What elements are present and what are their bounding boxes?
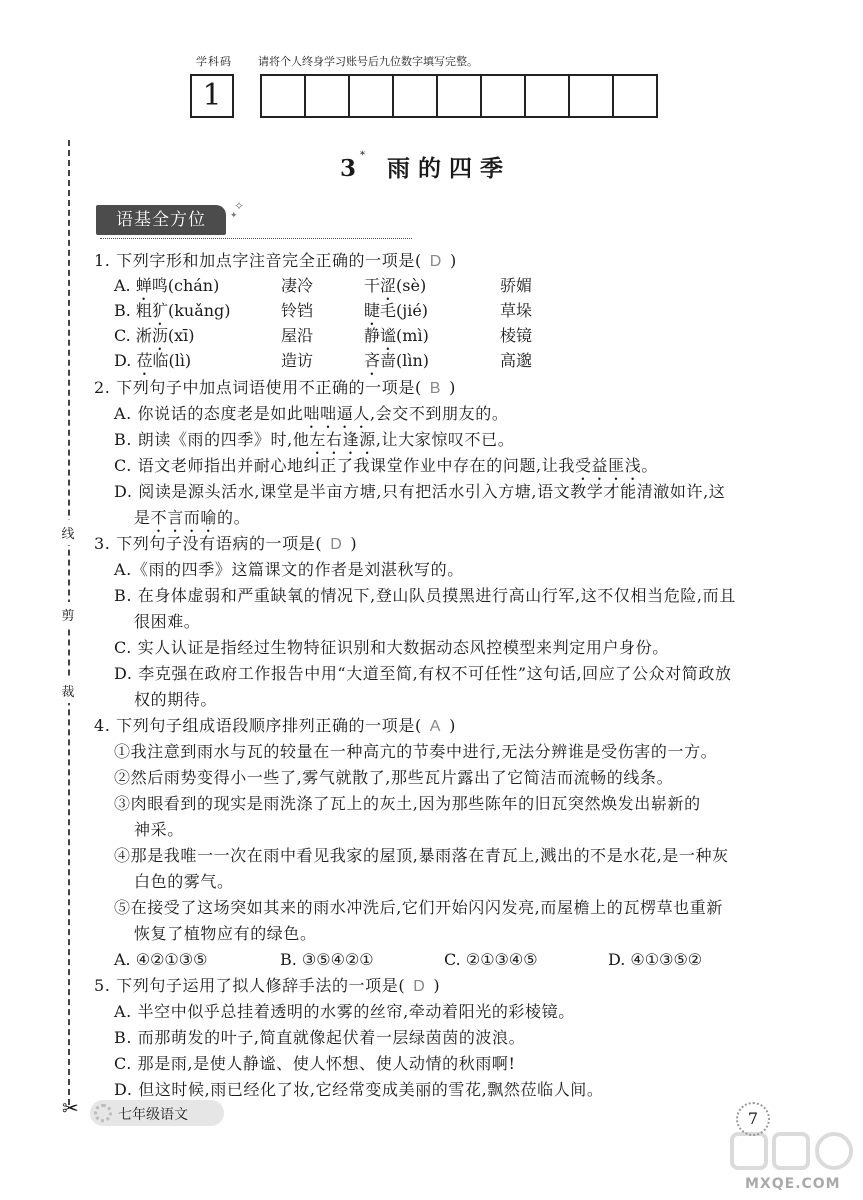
q3-option-a: A.《雨的四季》这篇课文的作者是刘湛秋写的。 <box>114 560 464 579</box>
q2-option-d-cont: 是不言而喻的。 <box>134 508 251 527</box>
q2-option-c: C. 语文老师指出并耐心地纠正了我课堂作业中存在的问题,让我受益匪浅。 <box>114 456 658 475</box>
section-label: 语基全方位 <box>96 205 226 235</box>
question-3-stem <box>94 533 357 556</box>
sparkle-icon: ✦ <box>230 211 238 221</box>
question-3-text: 3. 下列句子没有语病的一项是( <box>94 534 323 553</box>
digit-box[interactable] <box>436 74 482 118</box>
lesson-title <box>340 150 511 183</box>
digit-box[interactable] <box>392 74 438 118</box>
question-5-answer: D <box>413 978 426 995</box>
q4-option-a: A. ④②①③⑤ <box>114 950 208 969</box>
digit-box[interactable] <box>612 74 658 118</box>
q1-option-b-word3: 睫毛(jié) <box>364 301 429 320</box>
q3-option-b: B. 在身体虚弱和严重缺氧的情况下,登山队员摸黑进行高山行军,这不仅相当危险,而且 <box>114 586 736 605</box>
q4-sentence-1: ①我注意到雨水与瓦的较量在一种高亢的节奏中进行,无法分辨谁是受伤害的一方。 <box>114 742 718 761</box>
question-3-answer: D <box>330 536 343 553</box>
q2-option-d: D. 阅读是源头活水,课堂是半亩方塘,只有把活水引入方塘,语文教学才能清澈如许,这 <box>114 482 726 501</box>
question-1-text: 1. 下列字形和加点字注音完全正确的一项是( <box>94 251 422 270</box>
question-3-close: ) <box>350 534 358 553</box>
q1-option-d-word3: 吝啬(lìn) <box>364 351 430 370</box>
q1-option-a-word3: 干涩(sè) <box>364 276 427 295</box>
digit-box[interactable] <box>480 74 526 118</box>
q1-option-d: D. 莅临(lì) <box>114 351 192 370</box>
digit-box[interactable] <box>524 74 570 118</box>
lesson-title-text: 雨的四季 <box>387 155 512 182</box>
question-5-close: ) <box>433 976 441 995</box>
question-5-text: 5. 下列句子运用了拟人修辞手法的一项是( <box>94 976 406 995</box>
banner-divider <box>100 238 412 239</box>
q3-option-d: D. 李克强在政府工作报告中用“大道至简,有权不可任性”这句话,回应了公众对简政放 <box>114 664 732 683</box>
q1-option-b-word4: 草垛 <box>500 301 533 320</box>
account-digit-boxes <box>260 74 656 118</box>
cut-word-trim: 裁 <box>60 678 76 703</box>
q1-option-c-word2: 屋沿 <box>281 326 314 345</box>
q4-sentence-2: ②然后雨势变得小一些了,雾气就散了,那些瓦片露出了它简洁而流畅的线条。 <box>114 768 674 787</box>
q5-option-b: B. 而那萌发的叶子,简直就像起伏着一层绿茵茵的波浪。 <box>114 1028 526 1047</box>
q1-option-a-word4: 骄媚 <box>500 276 533 295</box>
q4-option-c: C. ②①③④⑤ <box>444 950 538 969</box>
q5-option-d: D. 但这时候,雨已经化了妆,它经常变成美丽的雪花,飘然莅临人间。 <box>114 1080 604 1099</box>
q4-option-b: B. ③⑤④②① <box>280 950 374 969</box>
question-1-close: ) <box>449 251 457 270</box>
digit-box[interactable] <box>304 74 350 118</box>
q4-sentence-3: ③肉眼看到的现实是雨洗涤了瓦上的灰土,因为那些陈年的旧瓦突然焕发出崭新的 <box>114 794 701 813</box>
book-name: 七年级语文 <box>118 1107 188 1123</box>
question-5-stem <box>94 975 440 998</box>
question-2-text: 2. 下列句子中加点词语使用不正确的一项是( <box>94 378 422 397</box>
cut-word-line: 线 <box>60 520 76 545</box>
q1-option-d-word4: 高邈 <box>500 351 533 370</box>
question-4-close: ) <box>449 716 456 735</box>
watermark-url: MXQE.COM <box>745 1176 841 1192</box>
q4-sentence-4: ④那是我唯一一次在雨中看见我家的屋顶,暴雨落在青瓦上,溅出的不是水花,是一种灰 <box>114 846 729 865</box>
q3-option-d-cont: 权的期待。 <box>134 690 218 709</box>
question-4-stem <box>94 715 456 738</box>
q1-option-b-word2: 铃铛 <box>281 301 314 320</box>
q1-option-d-word2: 造访 <box>281 351 314 370</box>
q3-option-b-cont: 很困难。 <box>134 612 201 631</box>
sparkle-icon: ✧ <box>234 199 245 213</box>
lesson-mark: * <box>360 150 374 161</box>
q1-option-c: C. 淅沥(xī) <box>114 326 195 345</box>
lesson-number: 3 <box>340 155 357 182</box>
q1-option-c-word4: 棱镜 <box>500 326 533 345</box>
account-instruction: 请将个人终身学习账号后九位数字填写完整。 <box>258 55 478 68</box>
q2-option-a: A. 你说话的态度老是如此咄咄逼人,会交不到朋友的。 <box>114 404 509 423</box>
digit-box[interactable] <box>348 74 394 118</box>
q4-sentence-4-cont: 白色的雾气。 <box>134 872 234 891</box>
q4-option-d: D. ④①③⑤② <box>608 950 703 969</box>
question-4-answer: A <box>429 718 442 735</box>
subject-code-box: 1 <box>190 74 234 118</box>
scissors-icon: ✂ <box>62 1096 79 1120</box>
digit-box[interactable] <box>568 74 614 118</box>
q3-option-c: C. 实人认证是指经过生物特征识别和大数据动态风控模型来判定用户身份。 <box>114 638 669 657</box>
question-2-answer: B <box>429 380 442 397</box>
q2-option-b: B. 朗读《雨的四季》时,他左右逢源,让大家惊叹不已。 <box>114 430 515 449</box>
q4-sentence-5-cont: 恢复了植物应有的绿色。 <box>134 924 317 943</box>
q1-option-a-word2: 凄冷 <box>281 276 314 295</box>
q4-sentence-5: ⑤在接受了这场突如其来的雨水冲洗后,它们开始闪闪发亮,而屋檐上的瓦楞草也重新 <box>114 898 723 917</box>
digit-box[interactable] <box>260 74 306 118</box>
q1-option-a: A. 蝉鸣(chán) <box>114 276 220 295</box>
cut-word-cut: 剪 <box>60 602 76 627</box>
page-number: 7 <box>736 1102 770 1136</box>
subject-code-label: 学科码 <box>196 55 232 68</box>
gear-icon <box>94 1104 112 1122</box>
question-2-close: ) <box>449 378 456 397</box>
q5-option-a: A. 半空中似乎总挂着透明的水雾的丝帘,牵动着阳光的彩棱镜。 <box>114 1002 575 1021</box>
q1-option-c-word3: 静谧(mì) <box>364 326 429 345</box>
question-4-text: 4. 下列句子组成语段顺序排列正确的一项是( <box>94 716 422 735</box>
q5-option-c: C. 那是雨,是使人静谧、使人怀想、使人动情的秋雨啊! <box>114 1054 516 1073</box>
q4-sentence-3-cont: 神采。 <box>134 820 184 839</box>
question-2-stem <box>94 377 456 400</box>
question-1-stem <box>94 250 457 273</box>
q1-option-b: B. 粗犷(kuǎng) <box>114 301 231 320</box>
question-1-answer: D <box>429 253 442 270</box>
